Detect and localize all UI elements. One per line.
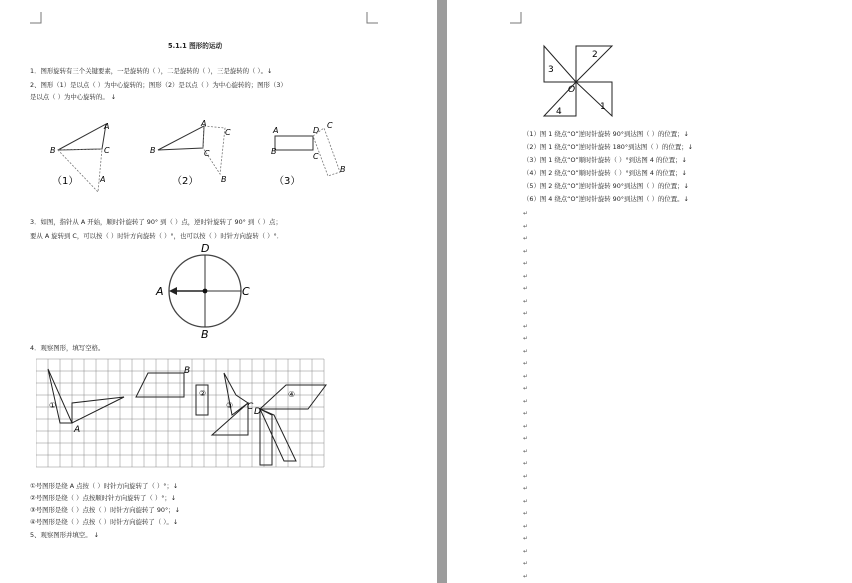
page-title: 5.1.1 图形的运动 bbox=[168, 42, 223, 50]
fig1-label-a2: A bbox=[100, 175, 106, 184]
shape-2 bbox=[136, 373, 184, 397]
grid-point-c: C bbox=[247, 402, 254, 412]
fig3-label-b: B bbox=[271, 147, 277, 156]
grid-figure bbox=[36, 355, 336, 479]
fill-in-3: ③号图形是绕（ ）点按（ ）时针方向旋转了 90°；↓ bbox=[30, 506, 180, 514]
fill-in-4: ④号图形是绕（ ）点按（ ）时针方向旋转了（ ）。↓ bbox=[30, 518, 179, 526]
fig3-caption: （3） bbox=[274, 176, 301, 187]
shape-4-bottom bbox=[260, 409, 272, 465]
paragraph-mark: ↵ bbox=[523, 422, 529, 430]
question-3-line-2: 要从 A 旋转到 C，可以按（ ）时针方向旋转（ ）°，也可以按（ ）时针方向旋转（ ）°． bbox=[30, 232, 284, 240]
pinwheel-question-3: （3）图 1 绕点“O”顺时针旋转（ ）°到达图 4 的位置；↓ bbox=[523, 156, 687, 164]
paragraph-mark: ↵ bbox=[523, 560, 529, 567]
pinwheel-blade-3 bbox=[544, 46, 576, 82]
page-gutter bbox=[437, 0, 447, 583]
fig2-label-b2: B bbox=[221, 175, 227, 184]
paragraph-mark: ↵ bbox=[523, 322, 529, 330]
paragraph-mark: ↵ bbox=[523, 522, 529, 530]
paragraph-mark: ↵ bbox=[523, 385, 529, 392]
question-1: 1．图形旋转有三个关键要素，一是旋转的（ ），二是旋转的（ ），三是旋转的（ ）。↓ bbox=[30, 67, 273, 75]
fill-in-1: ①号图形是绕 A 点按（ ）时针方向旋转了（ ）°；↓ bbox=[30, 482, 179, 490]
crop-mark-top-right bbox=[366, 12, 378, 24]
dial-label-b: B bbox=[201, 328, 209, 340]
fill-in-2: ②号图形是绕（ ）点按顺时针方向旋转了（ ）°；↓ bbox=[30, 494, 177, 502]
grid-point-b: B bbox=[184, 366, 191, 376]
figure-2 bbox=[150, 119, 231, 187]
paragraph-mark: ↵ bbox=[523, 535, 529, 542]
fig3-label-c: C bbox=[327, 121, 333, 130]
pinwheel-question-2: （2）图 1 绕点“O”逆时针旋转 180°到达图（ ）的位置；↓ bbox=[523, 143, 693, 151]
figure-3 bbox=[271, 121, 346, 187]
paragraph-mark: ↵ bbox=[523, 260, 529, 267]
paragraph-mark: ↵ bbox=[523, 472, 529, 480]
square-grid bbox=[36, 359, 324, 467]
paragraph-mark: ↵ bbox=[523, 435, 529, 442]
paragraph-mark: ↵ bbox=[523, 410, 529, 417]
fig1-label-a: A bbox=[104, 122, 110, 131]
question-2-line-2: 是以点（ ）为中心旋转的。 ↓ bbox=[30, 93, 117, 101]
grid-shapes bbox=[48, 369, 326, 465]
grid-point-a: A bbox=[74, 425, 81, 435]
shape-4-arm bbox=[260, 409, 296, 461]
paragraph-mark: ↵ bbox=[523, 247, 529, 255]
paragraph-mark: ↵ bbox=[523, 335, 529, 342]
question-2-line-1: 2、图形（1）是以点（ ）为中心旋转的；图形（2）是以点（ ）为中心旋转的；图形（3） bbox=[30, 81, 287, 89]
figure-1 bbox=[50, 122, 110, 192]
pinwheel-label-1: 1 bbox=[600, 102, 606, 112]
fig3-label-a: A bbox=[273, 126, 279, 135]
pinwheel-question-6: （6）图 4 绕点“O”逆时针旋转 90°到达图（ ）的位置。↓ bbox=[523, 195, 689, 203]
pinwheel-figure bbox=[540, 42, 620, 118]
pinwheel-center-o: O bbox=[568, 85, 576, 95]
dial-label-c: C bbox=[242, 285, 250, 298]
paragraph-mark: ↵ bbox=[523, 310, 529, 317]
fig3-label-d: D bbox=[313, 126, 320, 135]
grid-label-3: ③ bbox=[226, 401, 234, 410]
pinwheel-label-2: 2 bbox=[592, 50, 598, 60]
fig2-label-c2: C bbox=[225, 128, 231, 137]
grid-label-2: ② bbox=[199, 389, 207, 398]
rotation-figures bbox=[30, 112, 390, 207]
grid-label-1: ① bbox=[49, 401, 57, 410]
pointer-arrowhead bbox=[169, 287, 177, 295]
question-4: 4．观察图形，填写空格。 bbox=[30, 344, 105, 352]
fig2-label-c: C bbox=[204, 149, 210, 158]
paragraph-mark: ↵ bbox=[523, 547, 529, 555]
paragraph-mark: ↵ bbox=[523, 210, 529, 217]
paragraph-mark: ↵ bbox=[523, 460, 529, 467]
question-3-line-1: 3．如图，指针从 A 开始，顺时针旋转了 90° 到（ ）点，逆时针旋转了 90° 到（ ）点； bbox=[30, 218, 282, 226]
crop-mark-top-left bbox=[30, 12, 42, 24]
fig2-caption: （2） bbox=[172, 176, 199, 187]
clock-dial bbox=[150, 240, 260, 340]
paragraph-mark: ↵ bbox=[523, 372, 529, 380]
pinwheel-blade-1 bbox=[576, 82, 612, 116]
paragraph-mark: ↵ bbox=[523, 510, 529, 517]
pinwheel-label-3: 3 bbox=[548, 65, 554, 75]
dial-label-d: D bbox=[201, 242, 210, 255]
dial-label-a: A bbox=[156, 285, 164, 298]
fig1-label-c: C bbox=[104, 146, 110, 155]
paragraph-mark: ↵ bbox=[523, 235, 529, 242]
paragraph-mark: ↵ bbox=[523, 285, 529, 292]
grid-point-d: D bbox=[254, 407, 261, 417]
paragraph-mark: ↵ bbox=[523, 347, 529, 355]
fig3-label-b2: B bbox=[340, 165, 346, 174]
pinwheel-question-5: （5）图 2 绕点“O”逆时针旋转 90°到达图（ ）的位置；↓ bbox=[523, 182, 689, 190]
pinwheel-question-4: （4）图 2 绕点“O”顺时针旋转（ ）°到达图 4 的位置；↓ bbox=[523, 169, 687, 177]
paragraph-mark: ↵ bbox=[523, 497, 529, 505]
pinwheel-label-4: 4 bbox=[556, 107, 562, 117]
paragraph-mark: ↵ bbox=[523, 360, 529, 367]
fig1-caption: （1） bbox=[52, 176, 79, 187]
paragraph-mark: ↵ bbox=[523, 297, 529, 305]
pinwheel-question-1: （1）图 1 绕点“O”逆时针旋转 90°到达图（ ）的位置；↓ bbox=[523, 130, 689, 138]
right-page bbox=[447, 0, 852, 583]
grid-label-4: ④ bbox=[288, 390, 296, 399]
fig1-label-b: B bbox=[50, 146, 56, 155]
paragraph-mark: ↵ bbox=[523, 447, 529, 455]
paragraph-mark: ↵ bbox=[523, 485, 529, 492]
fig2-label-b: B bbox=[150, 146, 156, 155]
paragraph-mark: ↵ bbox=[523, 572, 529, 580]
question-5: 5、观察图形并填空。 ↓ bbox=[30, 531, 99, 539]
paragraph-mark: ↵ bbox=[523, 222, 529, 230]
fig2-label-a: A bbox=[201, 119, 207, 128]
fig3-label-c2: C bbox=[313, 152, 319, 161]
crop-mark-top-left-right-page bbox=[510, 12, 522, 24]
paragraph-mark: ↵ bbox=[523, 272, 529, 280]
paragraph-mark: ↵ bbox=[523, 397, 529, 405]
